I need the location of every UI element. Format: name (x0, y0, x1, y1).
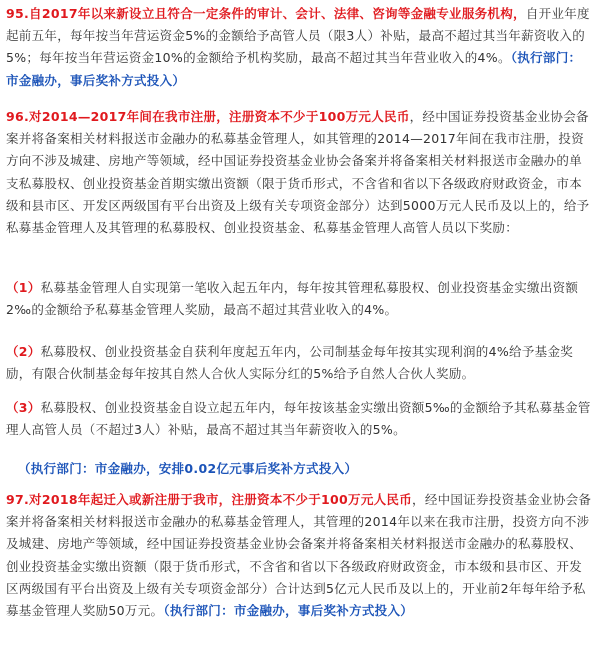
item-96-sub-2-num: （2） (6, 344, 41, 359)
item-96-sub-3-num: （3） (6, 400, 41, 415)
item-97 (6, 489, 592, 622)
item-96 (6, 106, 592, 239)
item-95 (6, 3, 592, 92)
item-95-heading: 95.自2017年以来新设立且符合一定条件的审计、会计、法律、咨询等金融专业服务机构， (6, 6, 526, 21)
item-96-sub-1-num: （1） (6, 280, 41, 295)
item-96-dept-text: （执行部门：市金融办，安排0.02亿元事后奖补方式投入） (18, 461, 358, 476)
item-96-sub-2 (6, 341, 592, 385)
item-96-sub-3 (6, 397, 592, 441)
item-96-sub-1-text: 私募基金管理人自实现第一笔收入起五年内，每年按其管理私募股权、创业投资基金实缴出资额2‰的金额给予私募基金管理人奖励，最高不超过其营业收入的4%。 (6, 280, 579, 318)
item-96-dept (6, 458, 592, 480)
item-97-dept: （执行部门：市金融办，事后奖补方式投入） (163, 603, 414, 619)
item-95-dept: （执行部门：市金融办，事后奖补方式投入） (6, 50, 582, 88)
item-97-capital: 注册资本不少于100万元人民币 (231, 492, 413, 507)
item-96-sub-3-text: 私募股权、创业投资基金自设立起五年内，每年按该基金实缴出资额5‰的金额给予其私募基金管理人高管人员（不超过3人）补贴，最高不超过其当年薪资收入的5%。 (6, 400, 591, 438)
item-96-sub-1 (6, 277, 592, 321)
item-96-heading: 96.对2014—2017年间在我市注册， (6, 109, 230, 124)
item-97-heading: 97.对2018年起迁入或新注册于我市， (6, 492, 232, 507)
item-96-body: ，经中国证券投资基金业协会备案并将备案相关材料报送市金融办的私募基金管理人，如其管理的2014—2017年间在我市注册，投资方向不涉及城建、房地产等领域，经中国证券投资基金业协会备案并将备案相关材料报送市金融办的单支私募股权、创业投资基金首期实缴出资额（限于货币形式，不含省和省以下各级政府财政资金，市本级和县市区、开发区两级国有平台出资及上级有关专项资金部分）达到5000万元人民币及以上的，给予私募基金管理人及其管理的私募股权、创业投资基金、私募基金管理人高管人员以下奖励： (6, 109, 590, 236)
item-97-body: ，经中国证券投资基金业协会备案并将备案相关材料报送市金融办的私募基金管理人，其管理的2014年以来在我市注册，投资方向不涉及城建、房地产等领域，经中国证券投资基金业协会备案并将备案相关材料报送市金融办的私募股权、创业投资基金实缴出资额（限于货币形式，不含省和省以下各级政府财政资金，市本级和县市区、开发区两级国有平台出资及上级有关专项资金部分）合计达到5亿元人民币及以上的，开业前2年每年给予私募基金管理人奖励50万元。 (6, 492, 592, 619)
item-96-sub-2-text: 私募股权、创业投资基金自获利年度起五年内，公司制基金每年按其实现利润的4%给予基金奖励，有限合伙制基金每年按其自然人合伙人实际分红的5%给予自然人合伙人奖励。 (6, 344, 574, 382)
item-96-capital: 注册资本不少于100万元人民币 (229, 109, 410, 124)
item-95-body: 自开业年度起前五年，每年按当年营运资金5%的金额给予高管人员（限3人）补贴，最高不超过其当年薪资收入的5%；每年按当年营运资金10%的金额给予机构奖励，最高不超过其当年营业收入的4%。 (6, 6, 590, 66)
